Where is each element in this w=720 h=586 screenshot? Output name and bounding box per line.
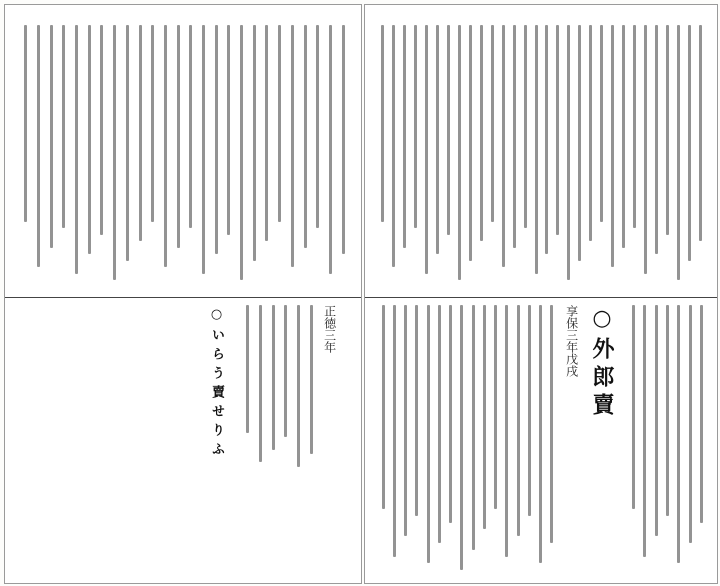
text-column xyxy=(415,305,418,516)
text-column xyxy=(469,25,472,261)
left-top-text-block xyxy=(19,25,349,287)
text-column xyxy=(202,25,205,274)
text-column xyxy=(227,25,230,235)
text-column xyxy=(611,25,614,267)
text-column xyxy=(699,25,702,241)
text-column xyxy=(677,25,680,280)
text-column xyxy=(50,25,53,248)
text-column xyxy=(491,25,494,222)
text-column xyxy=(75,25,78,274)
text-column xyxy=(139,25,142,241)
right-top-text-block xyxy=(377,25,705,287)
right-page xyxy=(364,4,718,584)
left-page-divider xyxy=(5,297,361,298)
left-bottom-heading: ○いらう賣せりふ xyxy=(209,307,224,461)
text-column xyxy=(539,305,542,563)
text-column xyxy=(297,305,300,467)
text-column xyxy=(427,305,430,563)
text-column xyxy=(644,25,647,274)
text-column xyxy=(458,25,461,280)
text-column xyxy=(632,305,635,509)
text-column xyxy=(502,25,505,267)
text-column xyxy=(425,25,428,274)
text-column xyxy=(655,305,658,536)
text-column xyxy=(88,25,91,254)
text-column xyxy=(403,25,406,248)
text-column xyxy=(505,305,508,557)
text-column xyxy=(567,25,570,280)
text-column xyxy=(126,25,129,261)
text-column xyxy=(524,25,527,228)
text-column xyxy=(253,25,256,261)
text-column xyxy=(666,305,669,516)
text-column xyxy=(316,25,319,228)
right-page-divider xyxy=(365,297,717,298)
text-column xyxy=(24,25,27,222)
text-column xyxy=(545,25,548,254)
text-column xyxy=(460,305,463,570)
text-column xyxy=(278,25,281,222)
text-column xyxy=(215,25,218,254)
text-column xyxy=(100,25,103,235)
text-column xyxy=(517,305,520,536)
text-column xyxy=(381,25,384,222)
text-column xyxy=(550,305,553,543)
text-column xyxy=(240,25,243,280)
text-column xyxy=(528,305,531,516)
text-column xyxy=(265,25,268,241)
right-bottom-text-block-left xyxy=(377,305,557,577)
text-column xyxy=(304,25,307,248)
left-bottom-first-line: 正徳三年 xyxy=(322,305,337,353)
right-bottom-text-block-right xyxy=(627,305,707,577)
text-column xyxy=(113,25,116,280)
text-column xyxy=(483,305,486,529)
text-column xyxy=(666,25,669,235)
text-column xyxy=(689,305,692,543)
text-column xyxy=(438,305,441,543)
text-column xyxy=(393,305,396,557)
text-column xyxy=(342,25,345,254)
text-column xyxy=(404,305,407,536)
text-column xyxy=(329,25,332,274)
text-column xyxy=(382,305,385,509)
left-page xyxy=(4,4,362,584)
text-column xyxy=(643,305,646,557)
text-column xyxy=(655,25,658,254)
text-column xyxy=(449,305,452,523)
text-column xyxy=(447,25,450,235)
text-column xyxy=(62,25,65,228)
text-column xyxy=(600,25,603,222)
text-column xyxy=(494,305,497,509)
text-column xyxy=(151,25,154,222)
text-column xyxy=(284,305,287,437)
text-column xyxy=(414,25,417,228)
text-column xyxy=(310,305,313,454)
text-column xyxy=(291,25,294,267)
text-column xyxy=(189,25,192,228)
right-bottom-main-heading: ○外郎賣 xyxy=(589,305,615,421)
text-column xyxy=(436,25,439,254)
text-column xyxy=(700,305,703,523)
text-column xyxy=(392,25,395,267)
text-column xyxy=(513,25,516,248)
text-column xyxy=(688,25,691,261)
text-column xyxy=(472,305,475,550)
text-column xyxy=(259,305,262,462)
text-column xyxy=(677,305,680,563)
text-column xyxy=(272,305,275,450)
right-bottom-first-line: 享保三年戊戌 xyxy=(564,305,579,377)
text-column xyxy=(578,25,581,261)
text-column xyxy=(480,25,483,241)
text-column xyxy=(589,25,592,241)
text-column xyxy=(164,25,167,267)
text-column xyxy=(622,25,625,248)
text-column xyxy=(535,25,538,274)
left-bottom-text-block xyxy=(241,305,317,475)
text-column xyxy=(246,305,249,433)
text-column xyxy=(633,25,636,228)
text-column xyxy=(556,25,559,235)
text-column xyxy=(37,25,40,267)
text-column xyxy=(177,25,180,248)
